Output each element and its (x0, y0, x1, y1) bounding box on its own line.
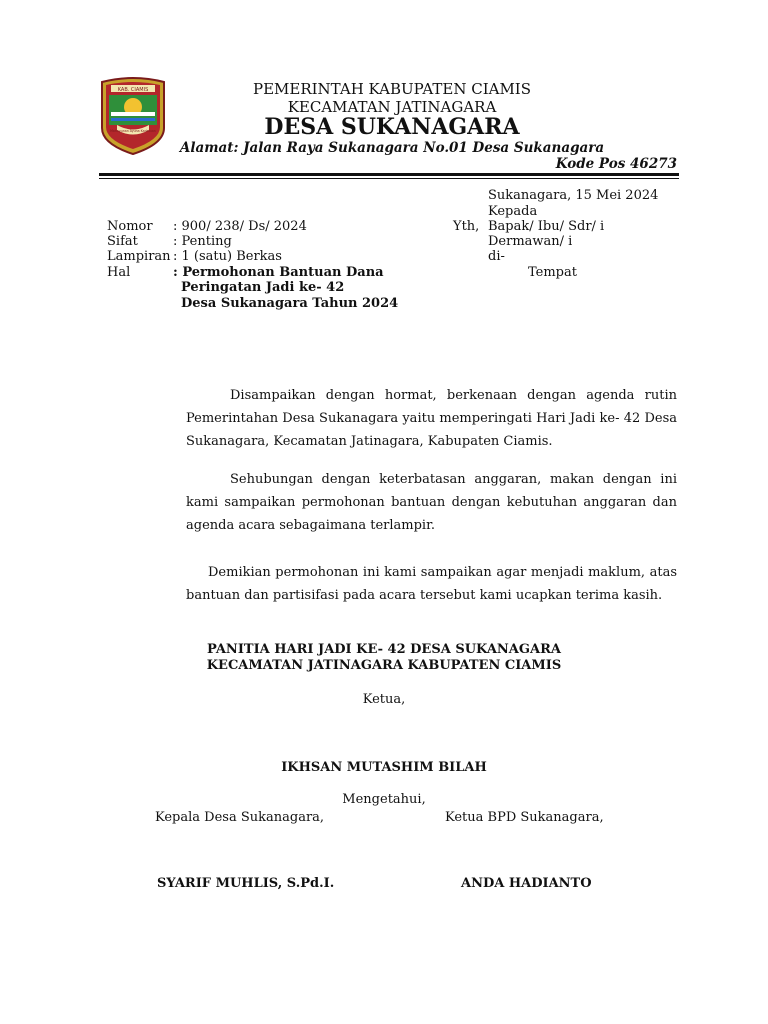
sifat-label: Sifat (107, 234, 138, 249)
letterhead-line-1: PEMERINTAH KABUPATEN CIAMIS (252, 80, 532, 98)
letterhead-address: Alamat: Jalan Raya Sukanagara No.01 Desa Sukanagara (179, 140, 605, 156)
mengetahui-label: Mengetahui, (342, 792, 426, 807)
committee-line-1: PANITIA HARI JADI KE- 42 DESA SUKANAGARA (207, 642, 561, 657)
recipient-di: di- (488, 249, 505, 264)
committee-line-2: KECAMATAN JATINAGARA KABUPATEN CIAMIS (206, 658, 562, 673)
bpd-chair-name: ANDA HADIANTO (461, 876, 592, 891)
recipient-yth: Yth, (453, 219, 480, 234)
nomor-label: Nomor (107, 219, 153, 234)
hal-label: Hal (107, 265, 131, 280)
body-paragraph-1: Disampaikan dengan hormat, berkenaan dengan agenda rutin Pemerintahan Desa Sukanagara yaitu memperingati Hari Jadi ke- 42 Desa Sukanagara, Kecamatan Jatinagara, Kabupaten Ciamis. (186, 388, 677, 449)
sifat-value: : Penting (173, 234, 232, 249)
letterhead-postal-code: Kode Pos 46273 (555, 156, 677, 172)
svg-text:KAB. CIAMIS: KAB. CIAMIS (117, 87, 149, 93)
village-head-title: Kepala Desa Sukanagara, (155, 810, 325, 825)
place-date: Sukanagara, 15 Mei 2024 (488, 188, 659, 203)
body-paragraph-3: Demikian permohonan ini kami sampaikan agar menjadi maklum, atas bantuan dan partisifasi pada acara tersebut kami ucapkan terima kasih. (186, 565, 677, 603)
lampiran-label: Lampiran (107, 249, 171, 264)
letterhead-rule-thin (99, 178, 679, 179)
svg-text:Mahayunan Ayuna Kadatuan: Mahayunan Ayuna Kadatuan (110, 129, 156, 133)
letterhead-line-2: KECAMATAN JATINAGARA (287, 98, 497, 116)
letterhead-village-name: DESA SUKANAGARA (264, 114, 520, 140)
hal-value-line-2: Peringatan Jadi ke- 42 (181, 280, 345, 295)
recipient-line-2: Dermawan/ i (488, 234, 573, 249)
bpd-chair-title: Ketua BPD Sukanagara, (445, 810, 604, 825)
recipient-line-1: Bapak/ Ibu/ Sdr/ i (488, 219, 605, 234)
hal-value-line-3: Desa Sukanagara Tahun 2024 (181, 296, 399, 311)
recipient-kepada: Kepada (488, 204, 538, 219)
body-paragraph-2: Sehubungan dengan keterbatasan anggaran, makan dengan ini kami sampaikan permohonan bantuan dengan kebutuhan anggaran dan agenda acara sebagaimana terlampir. (186, 472, 677, 533)
recipient-tempat: Tempat (528, 265, 577, 280)
letterhead-rule-thick (99, 173, 679, 176)
nomor-value: : 900/ 238/ Ds/ 2024 (173, 219, 307, 234)
ketua-label: Ketua, (362, 692, 406, 707)
lampiran-value: : 1 (satu) Berkas (173, 249, 282, 264)
chair-name: IKHSAN MUTASHIM BILAH (281, 760, 487, 775)
hal-value-line-1: : Permohonan Bantuan Dana (173, 265, 384, 280)
village-head-name: SYARIF MUHLIS, S.Pd.I. (157, 876, 335, 891)
